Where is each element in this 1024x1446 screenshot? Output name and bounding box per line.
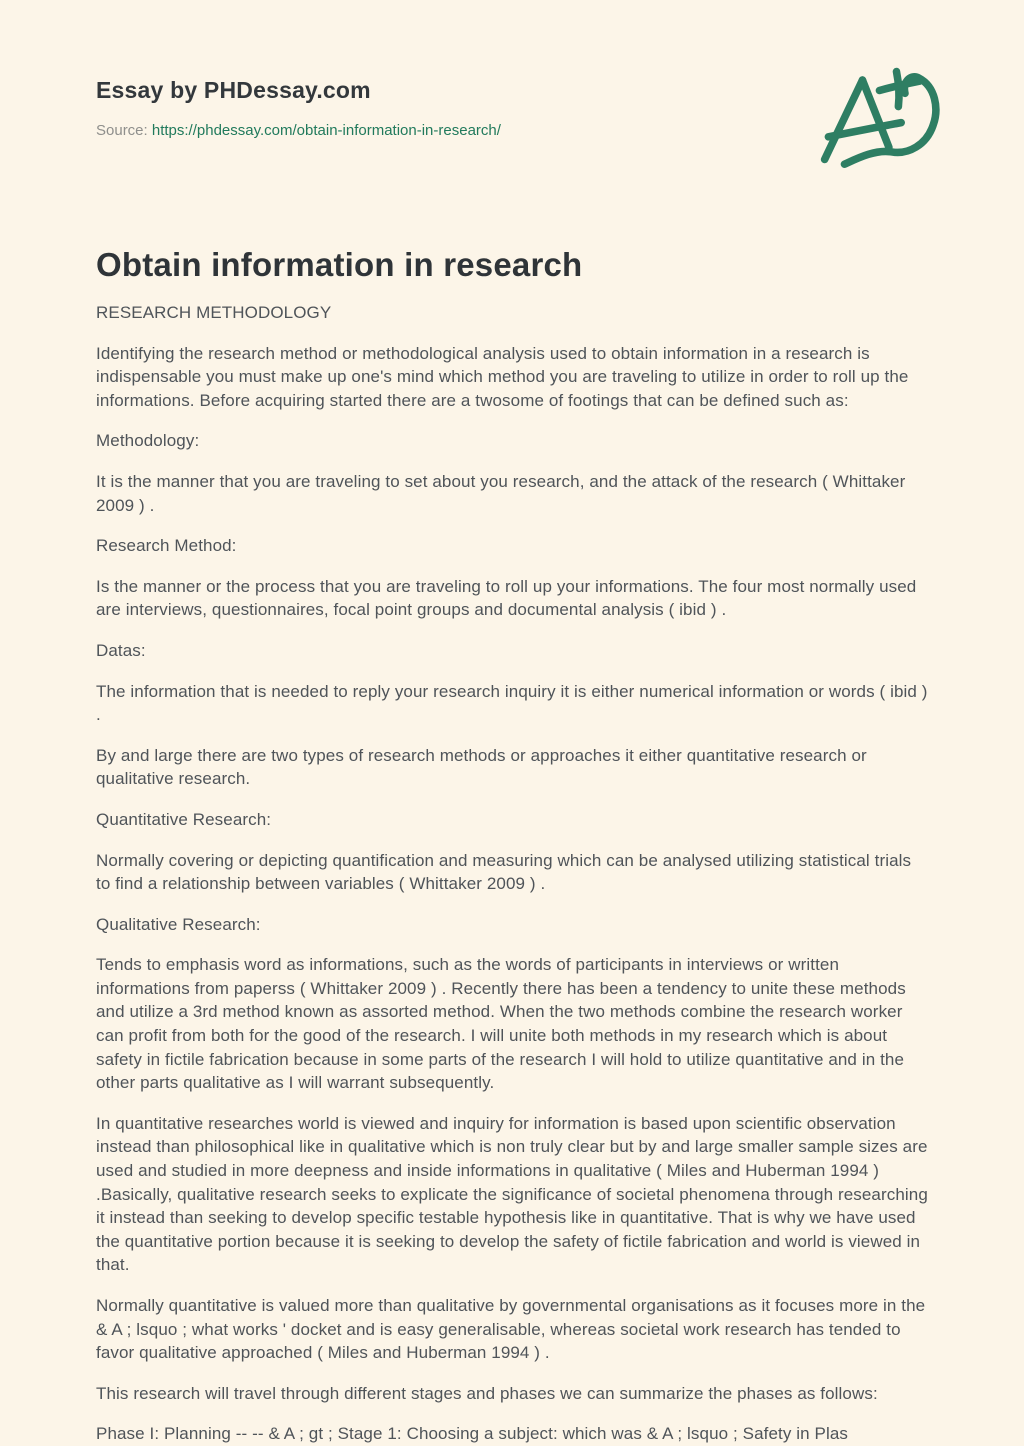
source-label: Source: — [96, 122, 148, 139]
essay-paragraph: Phase I: Planning -- -- & A ; gt ; Stage 1: Choosing a subject: which was & A ; lsquo ; Safety in Plas — [96, 1424, 848, 1444]
essay-paragraph: RESEARCH METHODOLOGY — [96, 303, 332, 322]
source-line — [96, 120, 501, 142]
header-text-block — [96, 76, 501, 142]
essay-paragraph: Normally quantitative is valued more than qualitative by governmental organisations as it focuses more in the & A ; lsquo ; what works ' docket and is easy generalisable, whereas societal work research has tended to favor qualitative approached ( Miles and Huberman 1994 ) . — [96, 1296, 926, 1363]
page-header — [96, 76, 928, 168]
essay-paragraph: The information that is needed to reply your research inquiry it is either numerical information or words ( ibid ) . — [96, 681, 928, 725]
essay-paragraph: Qualitative Research: — [96, 914, 261, 934]
brand-title: Essay by PHDessay.com — [96, 77, 371, 103]
essay-paragraph: Methodology: — [96, 431, 200, 451]
essay-paragraph: Quantitative Research: — [96, 809, 272, 829]
essay-paragraph: In quantitative researches world is viewed and inquiry for information is based upon scientific observation instead than philosophical like in qualitative which is non truly clear but by and large smaller sample sizes are used and studied in more deepness and inside informations in qualitative ( Miles and Huberman 1994 ) .Basically, qualitative research seeks to explicate the significance of societal phenomena through researching it instead than seeking to develop specific testable hypothesis like in quantitative. That is why we have used the quantitative portion because it is seeking to develop the safety of fictile fabrication and world is viewed in that. — [96, 1113, 928, 1275]
essay-paragraph: This research will travel through different stages and phases we can summarize the phases as follows: — [96, 1383, 878, 1403]
essay-body — [96, 301, 928, 1446]
essay-paragraph: It is the manner that you are traveling to set about you research, and the attack of the research ( Whittaker 2009 ) . — [96, 471, 906, 515]
essay-paragraph: Tends to emphasis word as informations, such as the words of participants in interviews or written informations from paperss ( Whittaker 2009 ) . Recently there has been a tendency to unite these methods and utilize a 3rd method known as assorted method. When the two methods combine the research worker can profit from both for the good of the research. I will unite both methods in my research which is about safety in fictile fabrication because in some parts of the research I will hold to utilize quantitative and in the other parts qualitative as I will warrant subsequently. — [96, 955, 906, 1093]
phdessay-a-plus-logo-icon — [812, 64, 928, 168]
essay-paragraph: Identifying the research method or methodological analysis used to obtain information in a research is indispensable you must make up one's mind which method you are traveling to utilize in order to roll up the informations. Before acquiring started there are a twosome of footings that can be defined such as: — [96, 343, 909, 410]
essay-paragraph: By and large there are two types of research methods or approaches it either quantitative research or qualitative research. — [96, 745, 867, 789]
essay-paragraph: Normally covering or depicting quantification and measuring which can be analysed utilizing statistical trials to find a relationship between variables ( Whittaker 2009 ) . — [96, 850, 912, 894]
source-url-link[interactable]: https://phdessay.com/obtain-information-in-research/ — [151, 122, 501, 139]
essay-paragraph: Datas: — [96, 640, 146, 660]
essay-title: Obtain information in research — [96, 246, 583, 283]
essay-paragraph: Research Method: — [96, 536, 237, 556]
essay-paragraph: Is the manner or the process that you are traveling to roll up your informations. The four most normally used are interviews, questionnaires, focal point groups and documental analysis ( ibid ) . — [96, 576, 917, 620]
